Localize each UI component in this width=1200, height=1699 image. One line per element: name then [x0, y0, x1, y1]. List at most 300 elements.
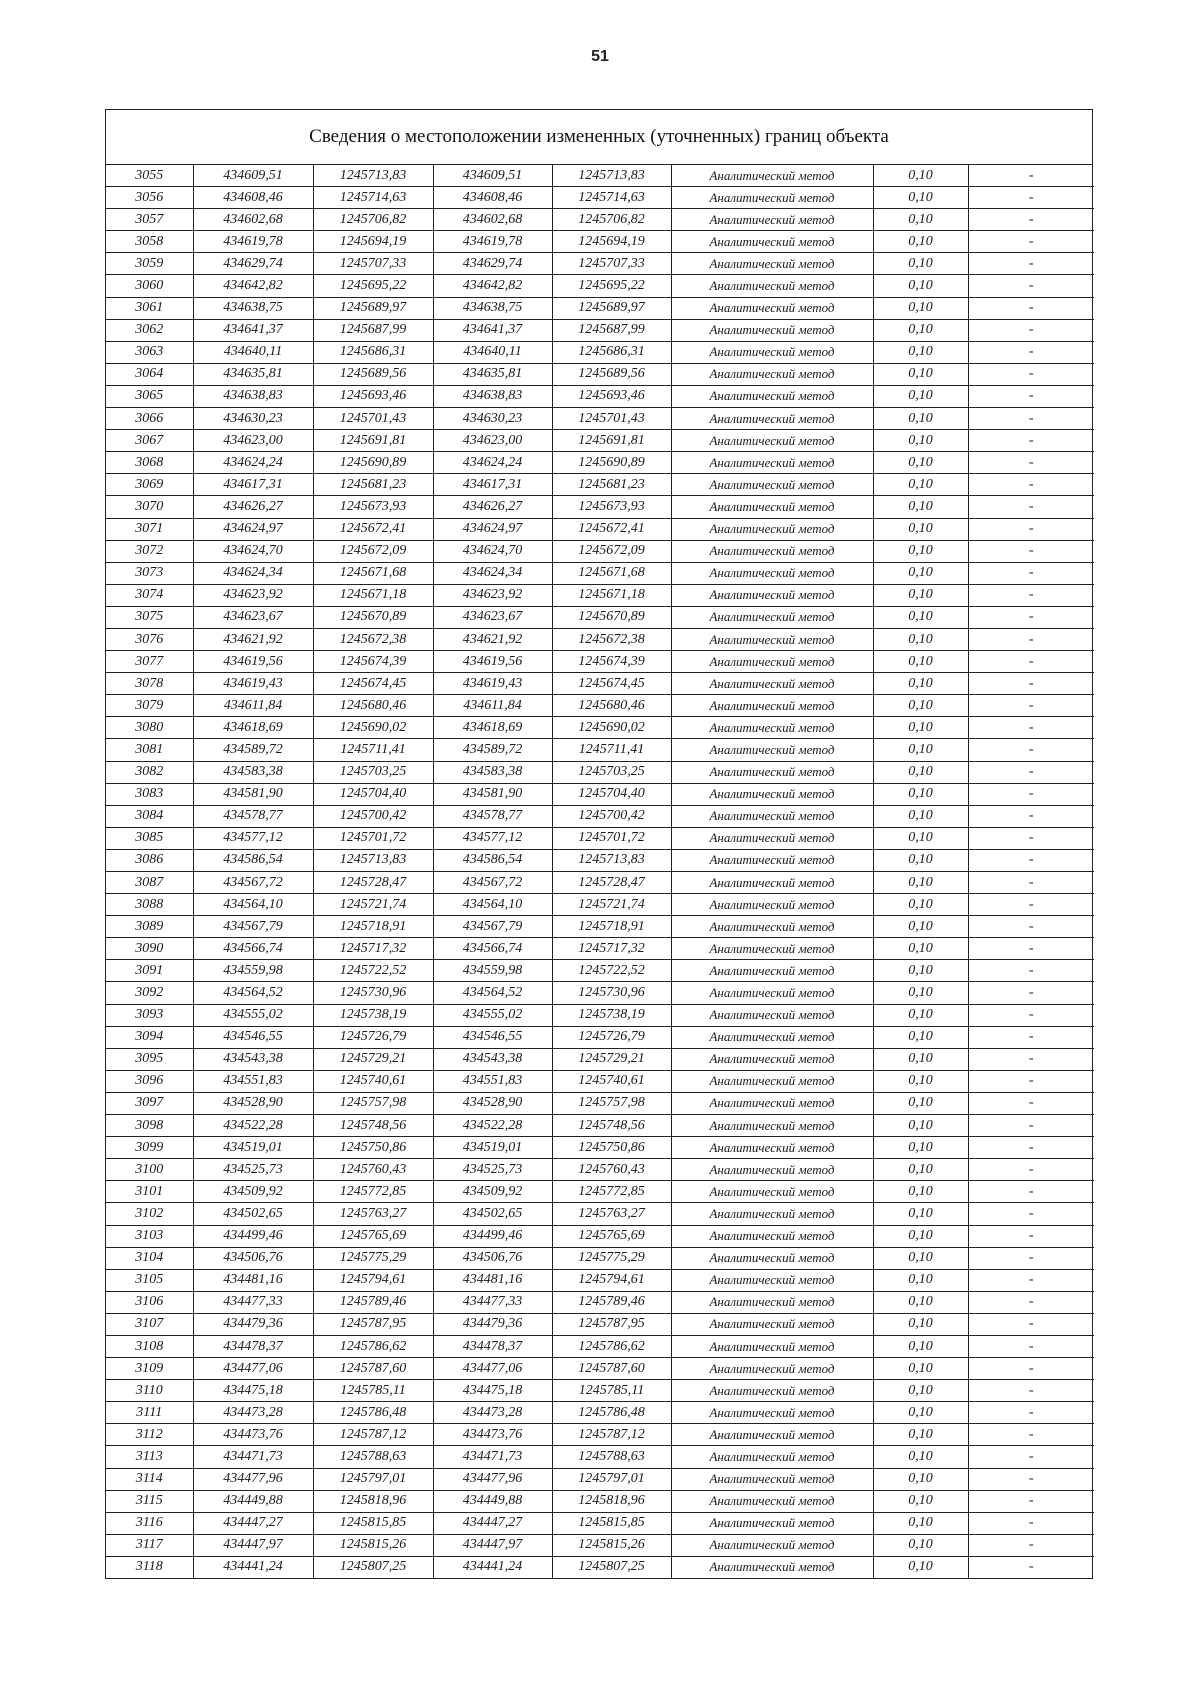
accuracy-cell: 0,10 — [873, 1225, 968, 1247]
accuracy-cell: 0,10 — [873, 1181, 968, 1203]
point-number-cell: 3085 — [106, 827, 193, 849]
point-number-cell: 3111 — [106, 1402, 193, 1424]
y-existing-cell: 1245760,43 — [313, 1159, 433, 1181]
y-existing-cell: 1245673,93 — [313, 496, 433, 518]
table-row — [106, 275, 1094, 297]
x-new-cell: 434475,18 — [433, 1380, 552, 1402]
y-new-cell: 1245789,46 — [552, 1291, 671, 1313]
y-new-cell: 1245691,81 — [552, 430, 671, 452]
x-existing-cell: 434624,70 — [193, 540, 313, 562]
x-existing-cell: 434477,06 — [193, 1358, 313, 1380]
y-new-cell: 1245671,68 — [552, 562, 671, 584]
table-row — [106, 606, 1094, 628]
method-cell: Аналитический метод — [671, 606, 873, 628]
x-existing-cell: 434559,98 — [193, 960, 313, 982]
table-row — [106, 518, 1094, 540]
x-new-cell: 434479,36 — [433, 1313, 552, 1335]
accuracy-cell: 0,10 — [873, 1269, 968, 1291]
x-existing-cell: 434555,02 — [193, 1004, 313, 1026]
method-cell: Аналитический метод — [671, 849, 873, 871]
point-number-cell: 3055 — [106, 165, 193, 187]
method-cell: Аналитический метод — [671, 717, 873, 739]
y-existing-cell: 1245704,40 — [313, 783, 433, 805]
table-row — [106, 1115, 1094, 1137]
method-cell: Аналитический метод — [671, 673, 873, 695]
y-existing-cell: 1245721,74 — [313, 894, 433, 916]
point-number-cell: 3109 — [106, 1358, 193, 1380]
y-existing-cell: 1245786,48 — [313, 1402, 433, 1424]
x-existing-cell: 434619,56 — [193, 651, 313, 673]
y-new-cell: 1245785,11 — [552, 1380, 671, 1402]
method-cell: Аналитический метод — [671, 783, 873, 805]
y-new-cell: 1245818,96 — [552, 1490, 671, 1512]
description-cell: - — [968, 1402, 1094, 1424]
description-cell: - — [968, 761, 1094, 783]
x-existing-cell: 434629,74 — [193, 253, 313, 275]
y-new-cell: 1245815,26 — [552, 1534, 671, 1556]
accuracy-cell: 0,10 — [873, 628, 968, 650]
table-row — [106, 894, 1094, 916]
accuracy-cell: 0,10 — [873, 894, 968, 916]
y-existing-cell: 1245728,47 — [313, 872, 433, 894]
y-new-cell: 1245775,29 — [552, 1247, 671, 1269]
y-existing-cell: 1245701,43 — [313, 408, 433, 430]
method-cell: Аналитический метод — [671, 1247, 873, 1269]
y-existing-cell: 1245788,63 — [313, 1446, 433, 1468]
x-existing-cell: 434626,27 — [193, 496, 313, 518]
x-new-cell: 434638,83 — [433, 385, 552, 407]
description-cell: - — [968, 1225, 1094, 1247]
x-new-cell: 434629,74 — [433, 253, 552, 275]
method-cell: Аналитический метод — [671, 562, 873, 584]
description-cell: - — [968, 253, 1094, 275]
method-cell: Аналитический метод — [671, 297, 873, 319]
accuracy-cell: 0,10 — [873, 474, 968, 496]
table-row — [106, 1446, 1094, 1468]
method-cell: Аналитический метод — [671, 872, 873, 894]
y-new-cell: 1245672,38 — [552, 628, 671, 650]
x-new-cell: 434624,70 — [433, 540, 552, 562]
y-existing-cell: 1245794,61 — [313, 1269, 433, 1291]
accuracy-cell: 0,10 — [873, 1556, 968, 1578]
y-existing-cell: 1245671,18 — [313, 584, 433, 606]
table-row — [106, 1225, 1094, 1247]
y-new-cell: 1245787,12 — [552, 1424, 671, 1446]
table-row — [106, 474, 1094, 496]
table-row — [106, 1402, 1094, 1424]
x-existing-cell: 434638,75 — [193, 297, 313, 319]
y-existing-cell: 1245674,45 — [313, 673, 433, 695]
y-existing-cell: 1245690,02 — [313, 717, 433, 739]
x-existing-cell: 434479,36 — [193, 1313, 313, 1335]
table-row — [106, 1534, 1094, 1556]
y-existing-cell: 1245672,09 — [313, 540, 433, 562]
description-cell: - — [968, 584, 1094, 606]
accuracy-cell: 0,10 — [873, 1159, 968, 1181]
x-new-cell: 434546,55 — [433, 1026, 552, 1048]
method-cell: Аналитический метод — [671, 187, 873, 209]
point-number-cell: 3091 — [106, 960, 193, 982]
method-cell: Аналитический метод — [671, 474, 873, 496]
x-new-cell: 434481,16 — [433, 1269, 552, 1291]
point-number-cell: 3117 — [106, 1534, 193, 1556]
x-new-cell: 434581,90 — [433, 783, 552, 805]
description-cell: - — [968, 1313, 1094, 1335]
y-existing-cell: 1245722,52 — [313, 960, 433, 982]
point-number-cell: 3116 — [106, 1512, 193, 1534]
table-row — [106, 1159, 1094, 1181]
y-new-cell: 1245726,79 — [552, 1026, 671, 1048]
table-title: Сведения о местоположении измененных (уточненных) границ объекта — [106, 110, 1092, 165]
method-cell: Аналитический метод — [671, 805, 873, 827]
x-new-cell: 434473,28 — [433, 1402, 552, 1424]
accuracy-cell: 0,10 — [873, 960, 968, 982]
y-existing-cell: 1245693,46 — [313, 385, 433, 407]
method-cell: Аналитический метод — [671, 1004, 873, 1026]
method-cell: Аналитический метод — [671, 739, 873, 761]
method-cell: Аналитический метод — [671, 1380, 873, 1402]
point-number-cell: 3110 — [106, 1380, 193, 1402]
point-number-cell: 3106 — [106, 1291, 193, 1313]
accuracy-cell: 0,10 — [873, 1048, 968, 1070]
method-cell: Аналитический метод — [671, 651, 873, 673]
boundary-table — [105, 109, 1093, 1579]
x-new-cell: 434623,92 — [433, 584, 552, 606]
accuracy-cell: 0,10 — [873, 1313, 968, 1335]
x-existing-cell: 434528,90 — [193, 1092, 313, 1114]
y-existing-cell: 1245718,91 — [313, 916, 433, 938]
accuracy-cell: 0,10 — [873, 496, 968, 518]
table-row — [106, 783, 1094, 805]
x-new-cell: 434477,06 — [433, 1358, 552, 1380]
x-new-cell: 434640,11 — [433, 341, 552, 363]
description-cell: - — [968, 1092, 1094, 1114]
y-existing-cell: 1245691,81 — [313, 430, 433, 452]
point-number-cell: 3066 — [106, 408, 193, 430]
table-row — [106, 1490, 1094, 1512]
y-new-cell: 1245787,95 — [552, 1313, 671, 1335]
point-number-cell: 3114 — [106, 1468, 193, 1490]
y-new-cell: 1245700,42 — [552, 805, 671, 827]
y-existing-cell: 1245757,98 — [313, 1092, 433, 1114]
y-existing-cell: 1245750,86 — [313, 1137, 433, 1159]
table-row — [106, 1358, 1094, 1380]
y-existing-cell: 1245775,29 — [313, 1247, 433, 1269]
point-number-cell: 3093 — [106, 1004, 193, 1026]
table-row — [106, 872, 1094, 894]
point-number-cell: 3070 — [106, 496, 193, 518]
x-new-cell: 434638,75 — [433, 297, 552, 319]
description-cell: - — [968, 651, 1094, 673]
x-existing-cell: 434566,74 — [193, 938, 313, 960]
point-number-cell: 3064 — [106, 363, 193, 385]
x-existing-cell: 434551,83 — [193, 1070, 313, 1092]
y-existing-cell: 1245681,23 — [313, 474, 433, 496]
x-new-cell: 434519,01 — [433, 1137, 552, 1159]
point-number-cell: 3108 — [106, 1335, 193, 1357]
y-existing-cell: 1245671,68 — [313, 562, 433, 584]
method-cell: Аналитический метод — [671, 1181, 873, 1203]
accuracy-cell: 0,10 — [873, 452, 968, 474]
table-row — [106, 938, 1094, 960]
method-cell: Аналитический метод — [671, 341, 873, 363]
description-cell: - — [968, 1424, 1094, 1446]
point-number-cell: 3113 — [106, 1446, 193, 1468]
x-existing-cell: 434630,23 — [193, 408, 313, 430]
x-existing-cell: 434624,24 — [193, 452, 313, 474]
y-new-cell: 1245721,74 — [552, 894, 671, 916]
accuracy-cell: 0,10 — [873, 187, 968, 209]
y-new-cell: 1245701,43 — [552, 408, 671, 430]
x-existing-cell: 434477,96 — [193, 1468, 313, 1490]
point-number-cell: 3098 — [106, 1115, 193, 1137]
x-existing-cell: 434624,97 — [193, 518, 313, 540]
accuracy-cell: 0,10 — [873, 872, 968, 894]
method-cell: Аналитический метод — [671, 1446, 873, 1468]
y-existing-cell: 1245738,19 — [313, 1004, 433, 1026]
x-existing-cell: 434475,18 — [193, 1380, 313, 1402]
y-new-cell: 1245765,69 — [552, 1225, 671, 1247]
y-new-cell: 1245672,09 — [552, 540, 671, 562]
point-number-cell: 3112 — [106, 1424, 193, 1446]
x-existing-cell: 434525,73 — [193, 1159, 313, 1181]
y-existing-cell: 1245765,69 — [313, 1225, 433, 1247]
table-row — [106, 1004, 1094, 1026]
description-cell: - — [968, 916, 1094, 938]
x-new-cell: 434619,43 — [433, 673, 552, 695]
x-existing-cell: 434449,88 — [193, 1490, 313, 1512]
point-number-cell: 3086 — [106, 849, 193, 871]
y-new-cell: 1245690,89 — [552, 452, 671, 474]
y-existing-cell: 1245713,83 — [313, 849, 433, 871]
x-existing-cell: 434619,43 — [193, 673, 313, 695]
description-cell: - — [968, 408, 1094, 430]
x-new-cell: 434559,98 — [433, 960, 552, 982]
table-row — [106, 1335, 1094, 1357]
table-row — [106, 385, 1094, 407]
x-existing-cell: 434567,79 — [193, 916, 313, 938]
table-row — [106, 1048, 1094, 1070]
accuracy-cell: 0,10 — [873, 363, 968, 385]
x-new-cell: 434630,23 — [433, 408, 552, 430]
accuracy-cell: 0,10 — [873, 209, 968, 231]
y-new-cell: 1245772,85 — [552, 1181, 671, 1203]
x-new-cell: 434473,76 — [433, 1424, 552, 1446]
coordinates-table — [106, 165, 1094, 1578]
x-new-cell: 434471,73 — [433, 1446, 552, 1468]
x-new-cell: 434642,82 — [433, 275, 552, 297]
method-cell: Аналитический метод — [671, 1048, 873, 1070]
description-cell: - — [968, 474, 1094, 496]
x-existing-cell: 434477,33 — [193, 1291, 313, 1313]
accuracy-cell: 0,10 — [873, 319, 968, 341]
table-row — [106, 540, 1094, 562]
y-existing-cell: 1245711,41 — [313, 739, 433, 761]
point-number-cell: 3062 — [106, 319, 193, 341]
method-cell: Аналитический метод — [671, 1026, 873, 1048]
point-number-cell: 3088 — [106, 894, 193, 916]
description-cell: - — [968, 849, 1094, 871]
y-existing-cell: 1245689,56 — [313, 363, 433, 385]
description-cell: - — [968, 717, 1094, 739]
table-row — [106, 341, 1094, 363]
point-number-cell: 3071 — [106, 518, 193, 540]
y-new-cell: 1245706,82 — [552, 209, 671, 231]
table-row — [106, 452, 1094, 474]
x-existing-cell: 434522,28 — [193, 1115, 313, 1137]
x-new-cell: 434583,38 — [433, 761, 552, 783]
description-cell: - — [968, 872, 1094, 894]
y-existing-cell: 1245807,25 — [313, 1556, 433, 1578]
point-number-cell: 3105 — [106, 1269, 193, 1291]
accuracy-cell: 0,10 — [873, 1070, 968, 1092]
y-new-cell: 1245786,62 — [552, 1335, 671, 1357]
x-existing-cell: 434624,34 — [193, 562, 313, 584]
description-cell: - — [968, 606, 1094, 628]
accuracy-cell: 0,10 — [873, 916, 968, 938]
table-row — [106, 761, 1094, 783]
accuracy-cell: 0,10 — [873, 540, 968, 562]
table-row — [106, 1380, 1094, 1402]
x-new-cell: 434586,54 — [433, 849, 552, 871]
description-cell: - — [968, 1159, 1094, 1181]
y-new-cell: 1245722,52 — [552, 960, 671, 982]
y-existing-cell: 1245687,99 — [313, 319, 433, 341]
table-row — [106, 1291, 1094, 1313]
accuracy-cell: 0,10 — [873, 1026, 968, 1048]
point-number-cell: 3063 — [106, 341, 193, 363]
point-number-cell: 3076 — [106, 628, 193, 650]
accuracy-cell: 0,10 — [873, 1115, 968, 1137]
x-new-cell: 434567,72 — [433, 872, 552, 894]
y-new-cell: 1245757,98 — [552, 1092, 671, 1114]
description-cell: - — [968, 1512, 1094, 1534]
x-existing-cell: 434642,82 — [193, 275, 313, 297]
x-new-cell: 434566,74 — [433, 938, 552, 960]
table-row — [106, 960, 1094, 982]
y-new-cell: 1245701,72 — [552, 827, 671, 849]
description-cell: - — [968, 1534, 1094, 1556]
y-existing-cell: 1245713,83 — [313, 165, 433, 187]
method-cell: Аналитический метод — [671, 452, 873, 474]
x-new-cell: 434449,88 — [433, 1490, 552, 1512]
y-new-cell: 1245703,25 — [552, 761, 671, 783]
y-new-cell: 1245670,89 — [552, 606, 671, 628]
description-cell: - — [968, 430, 1094, 452]
description-cell: - — [968, 1203, 1094, 1225]
x-new-cell: 434609,51 — [433, 165, 552, 187]
point-number-cell: 3103 — [106, 1225, 193, 1247]
point-number-cell: 3078 — [106, 673, 193, 695]
y-existing-cell: 1245680,46 — [313, 695, 433, 717]
table-row — [106, 1269, 1094, 1291]
table-row — [106, 827, 1094, 849]
point-number-cell: 3081 — [106, 739, 193, 761]
y-existing-cell: 1245686,31 — [313, 341, 433, 363]
method-cell: Аналитический метод — [671, 1269, 873, 1291]
description-cell: - — [968, 1048, 1094, 1070]
point-number-cell: 3057 — [106, 209, 193, 231]
y-new-cell: 1245689,97 — [552, 297, 671, 319]
table-row — [106, 1313, 1094, 1335]
accuracy-cell: 0,10 — [873, 1380, 968, 1402]
y-existing-cell: 1245694,19 — [313, 231, 433, 253]
table-row — [106, 805, 1094, 827]
description-cell: - — [968, 1137, 1094, 1159]
x-new-cell: 434617,31 — [433, 474, 552, 496]
description-cell: - — [968, 187, 1094, 209]
point-number-cell: 3068 — [106, 452, 193, 474]
x-existing-cell: 434546,55 — [193, 1026, 313, 1048]
accuracy-cell: 0,10 — [873, 1534, 968, 1556]
point-number-cell: 3104 — [106, 1247, 193, 1269]
description-cell: - — [968, 1181, 1094, 1203]
x-new-cell: 434608,46 — [433, 187, 552, 209]
method-cell: Аналитический метод — [671, 1115, 873, 1137]
point-number-cell: 3065 — [106, 385, 193, 407]
x-new-cell: 434543,38 — [433, 1048, 552, 1070]
point-number-cell: 3096 — [106, 1070, 193, 1092]
x-existing-cell: 434638,83 — [193, 385, 313, 407]
description-cell: - — [968, 341, 1094, 363]
method-cell: Аналитический метод — [671, 385, 873, 407]
x-existing-cell: 434623,92 — [193, 584, 313, 606]
description-cell: - — [968, 363, 1094, 385]
y-existing-cell: 1245785,11 — [313, 1380, 433, 1402]
point-number-cell: 3075 — [106, 606, 193, 628]
y-new-cell: 1245717,32 — [552, 938, 671, 960]
point-number-cell: 3089 — [106, 916, 193, 938]
description-cell: - — [968, 1335, 1094, 1357]
y-existing-cell: 1245690,89 — [313, 452, 433, 474]
x-new-cell: 434502,65 — [433, 1203, 552, 1225]
accuracy-cell: 0,10 — [873, 982, 968, 1004]
x-existing-cell: 434581,90 — [193, 783, 313, 805]
accuracy-cell: 0,10 — [873, 1247, 968, 1269]
y-existing-cell: 1245706,82 — [313, 209, 433, 231]
accuracy-cell: 0,10 — [873, 165, 968, 187]
point-number-cell: 3092 — [106, 982, 193, 1004]
method-cell: Аналитический метод — [671, 916, 873, 938]
method-cell: Аналитический метод — [671, 1358, 873, 1380]
y-new-cell: 1245681,23 — [552, 474, 671, 496]
y-new-cell: 1245797,01 — [552, 1468, 671, 1490]
description-cell: - — [968, 1490, 1094, 1512]
x-existing-cell: 434619,78 — [193, 231, 313, 253]
y-existing-cell: 1245717,32 — [313, 938, 433, 960]
y-existing-cell: 1245672,38 — [313, 628, 433, 650]
y-new-cell: 1245730,96 — [552, 982, 671, 1004]
table-row — [106, 1424, 1094, 1446]
method-cell: Аналитический метод — [671, 1070, 873, 1092]
description-cell: - — [968, 385, 1094, 407]
method-cell: Аналитический метод — [671, 1424, 873, 1446]
point-number-cell: 3080 — [106, 717, 193, 739]
point-number-cell: 3090 — [106, 938, 193, 960]
y-new-cell: 1245687,99 — [552, 319, 671, 341]
x-existing-cell: 434502,65 — [193, 1203, 313, 1225]
y-existing-cell: 1245695,22 — [313, 275, 433, 297]
method-cell: Аналитический метод — [671, 408, 873, 430]
table-row — [106, 1181, 1094, 1203]
x-new-cell: 434623,67 — [433, 606, 552, 628]
y-new-cell: 1245763,27 — [552, 1203, 671, 1225]
description-cell: - — [968, 805, 1094, 827]
point-number-cell: 3067 — [106, 430, 193, 452]
description-cell: - — [968, 1070, 1094, 1092]
table-row — [106, 231, 1094, 253]
x-new-cell: 434602,68 — [433, 209, 552, 231]
